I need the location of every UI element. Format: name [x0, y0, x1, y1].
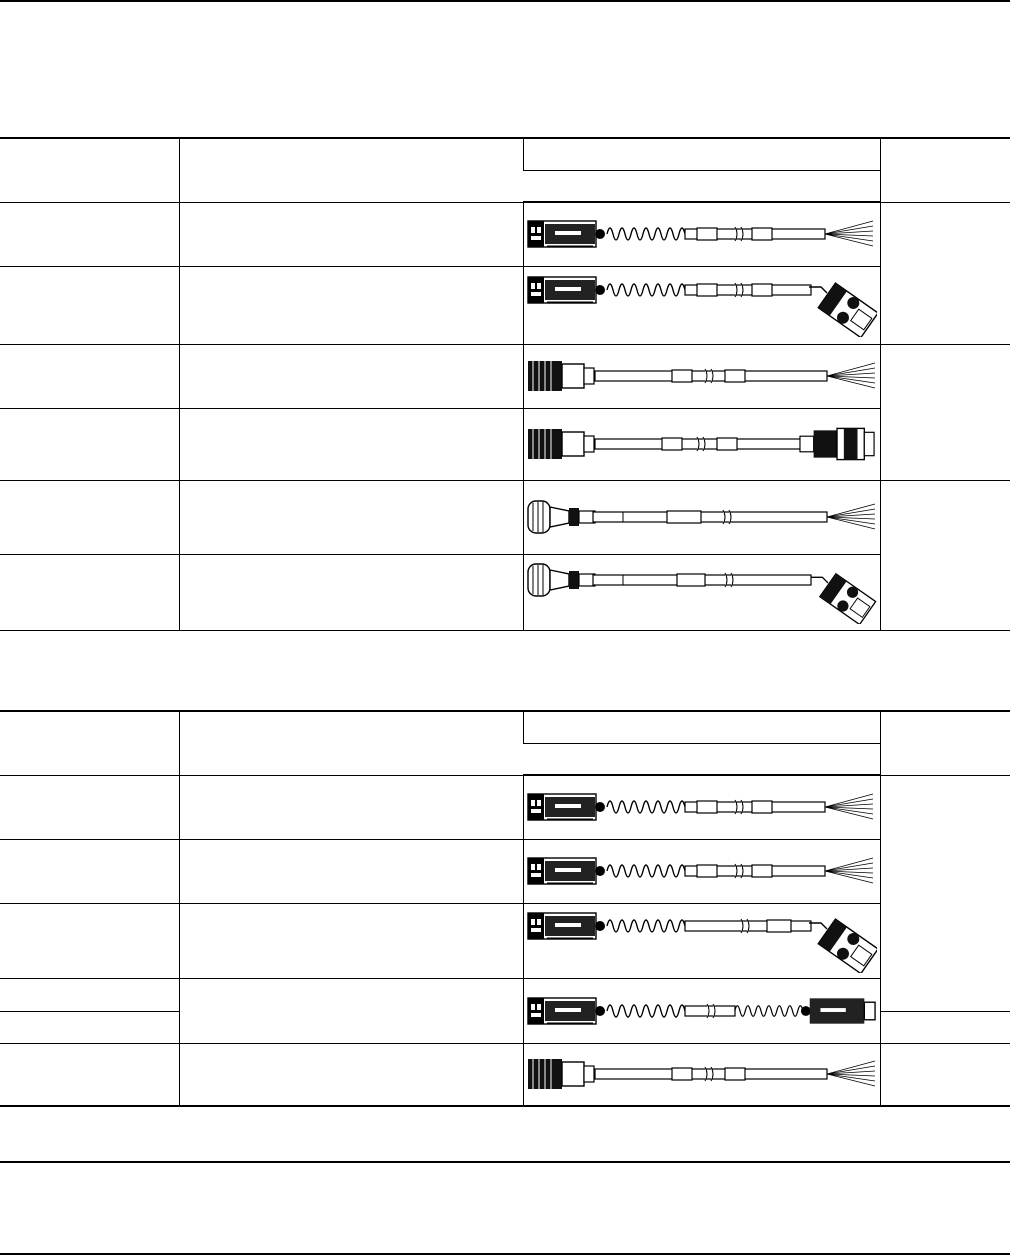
row-cell-description [179, 408, 523, 480]
plug-to-flying-leads-cable-icon [527, 856, 877, 886]
table-row [0, 1043, 1010, 1106]
row-cell-cable-image [523, 480, 880, 554]
row-cell-note [880, 1011, 1010, 1043]
row-cell-note [880, 1043, 1010, 1106]
header-cell-col3-top [523, 711, 880, 743]
header-cell-col1 [0, 138, 179, 202]
row-cell-description [179, 202, 523, 266]
cable-table-2 [0, 710, 1010, 1107]
row-cell-description [179, 903, 523, 978]
table-header-row-top [0, 711, 1010, 743]
table-row [0, 978, 1010, 1011]
row-cell-note [880, 344, 1010, 480]
header-cell-col3-top [523, 138, 880, 170]
row-cell-cable-image [523, 903, 880, 978]
table-row [0, 903, 1010, 978]
plug-to-flying-leads-cable-icon [527, 792, 877, 822]
header-cell-col2 [179, 138, 523, 202]
plug-to-angled-dsub-cable-icon [527, 909, 877, 973]
plug-to-angled-dsub-cable-icon [527, 273, 877, 337]
row-cell-description [179, 1043, 523, 1106]
row-cell-cable-image [523, 344, 880, 408]
table-row [0, 266, 1010, 344]
row-cell-catalog [0, 554, 179, 630]
row-cell-catalog [0, 344, 179, 408]
row-cell-catalog [0, 903, 179, 978]
round-to-flying-leads-cable-icon [527, 497, 877, 537]
row-cell-cable-image [523, 978, 880, 1043]
cable-table-1 [0, 137, 1010, 631]
footer-bottom-rule [0, 1253, 1010, 1255]
row-cell-description [179, 978, 523, 1043]
row-cell-note [880, 480, 1010, 630]
row-cell-description [179, 480, 523, 554]
row-cell-catalog [0, 266, 179, 344]
table-row [0, 839, 1010, 903]
row-cell-description [179, 554, 523, 630]
table-row [0, 344, 1010, 408]
row-cell-cable-image [523, 839, 880, 903]
header-cell-col4 [880, 711, 1010, 775]
header-cell-col4 [880, 138, 1010, 202]
footer-top-rule [0, 1161, 1010, 1163]
header-cell-col1 [0, 711, 179, 775]
row-cell-cable-image [523, 1043, 880, 1106]
row-cell-note [880, 775, 1010, 1011]
row-cell-cable-image [523, 554, 880, 630]
row-cell-catalog [0, 978, 179, 1011]
table-row [0, 775, 1010, 839]
row-cell-description [179, 344, 523, 408]
row-cell-description [179, 839, 523, 903]
table-row [0, 408, 1010, 480]
row-cell-catalog [0, 839, 179, 903]
plug-to-plug-extension-cable-icon [527, 996, 877, 1026]
table-row [0, 480, 1010, 554]
row-cell-catalog [0, 480, 179, 554]
row-cell-catalog [0, 1011, 179, 1043]
header-cell-col2 [179, 711, 523, 775]
plug-to-flying-leads-cable-icon [527, 219, 877, 249]
row-cell-cable-image [523, 266, 880, 344]
row-cell-description [179, 775, 523, 839]
circular-to-flying-leads-cable-icon [527, 358, 877, 394]
table-row [0, 202, 1010, 266]
row-cell-description [179, 266, 523, 344]
circular-to-circular-cable-icon [527, 424, 877, 464]
row-cell-cable-image [523, 408, 880, 480]
round-to-angled-dsub-cable-icon [527, 560, 877, 624]
header-cell-col3-bottom [523, 743, 880, 775]
row-cell-cable-image [523, 775, 880, 839]
circular-to-flying-leads-cable-icon [527, 1056, 877, 1092]
row-cell-catalog [0, 1043, 179, 1106]
page-top-rule [0, 0, 1010, 2]
row-cell-note [880, 202, 1010, 344]
header-cell-col3-bottom [523, 170, 880, 202]
row-cell-catalog [0, 775, 179, 839]
table-header-row-top [0, 138, 1010, 170]
row-cell-catalog [0, 408, 179, 480]
row-cell-catalog [0, 202, 179, 266]
table-row [0, 554, 1010, 630]
row-cell-cable-image [523, 202, 880, 266]
